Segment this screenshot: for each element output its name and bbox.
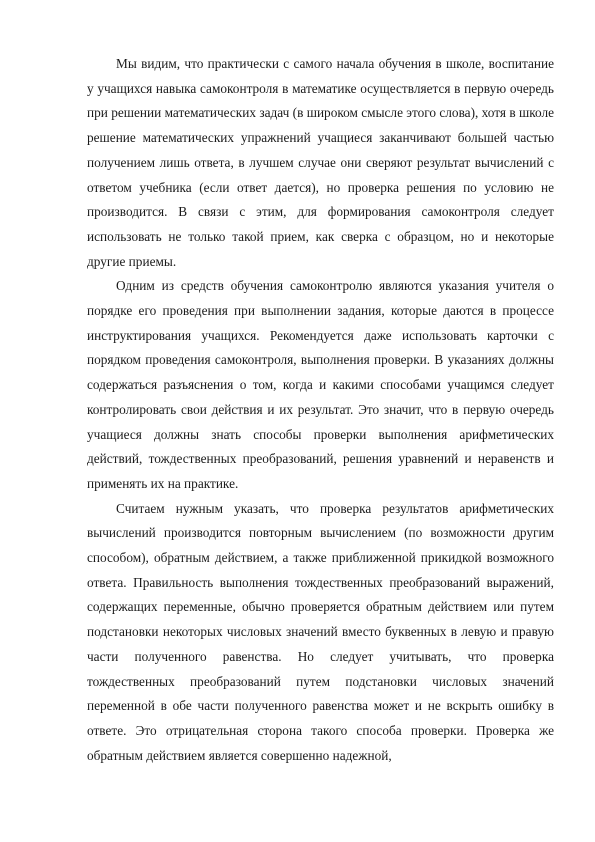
paragraph-3: Считаем нужным указать, что проверка результатов арифметических вычислений производится повторным вычислением (по возможности другим способом), обратным действием, а также приближенной прикидкой возможного ответа. Правильность выполнения тождественных преобразований выражений, содержащих переменные, обычно проверяется обратным действием или путем подстановки некоторых числовых значений вместо буквенных в левую и правую части полученного равенства. Но следует учитывать, что проверка тождественных преобразований путем подстановки числовых значений переменной в обе части полученного равенства может и не вскрыть ошибку в ответе. Это отрицательная сторона такого способа проверки. Проверка же обратным действием является совершенно надежной, <box>87 500 554 763</box>
document-page <box>87 52 554 768</box>
paragraph-1: Мы видим, что практически с самого начала обучения в школе, воспитание у учащихся навыка самоконтроля в математике осуществляется в первую очередь при решении математических задач (в широком смысле этого слова), хотя в школе решение математических упражнений учащиеся заканчивают большей частью получением лишь ответа, в лучшем случае они сверяют результат вычислений с ответом учебника (если ответ дается), но проверка решения по условию не производится. В связи с этим, для формирования самоконтроля следует использовать не только такой прием, как сверка с образцом, но и некоторые другие приемы. <box>87 56 554 269</box>
paragraph-2: Одним из средств обучения самоконтролю являются указания учителя о порядке его проведения при выполнении задания, которые даются в процессе инструктирования учащихся. Рекомендуется даже использовать карточки с порядком проведения самоконтроля, выполнения проверки. В указаниях должны содержаться разъяснения о том, когда и какими способами учащимся следует контролировать свои действия и их результат. Это значит, что в первую очередь учащиеся должны знать способы проверки выполнения арифметических действий, тождественных преобразований, решения уравнений и неравенств и применять их на практике. <box>87 278 554 491</box>
